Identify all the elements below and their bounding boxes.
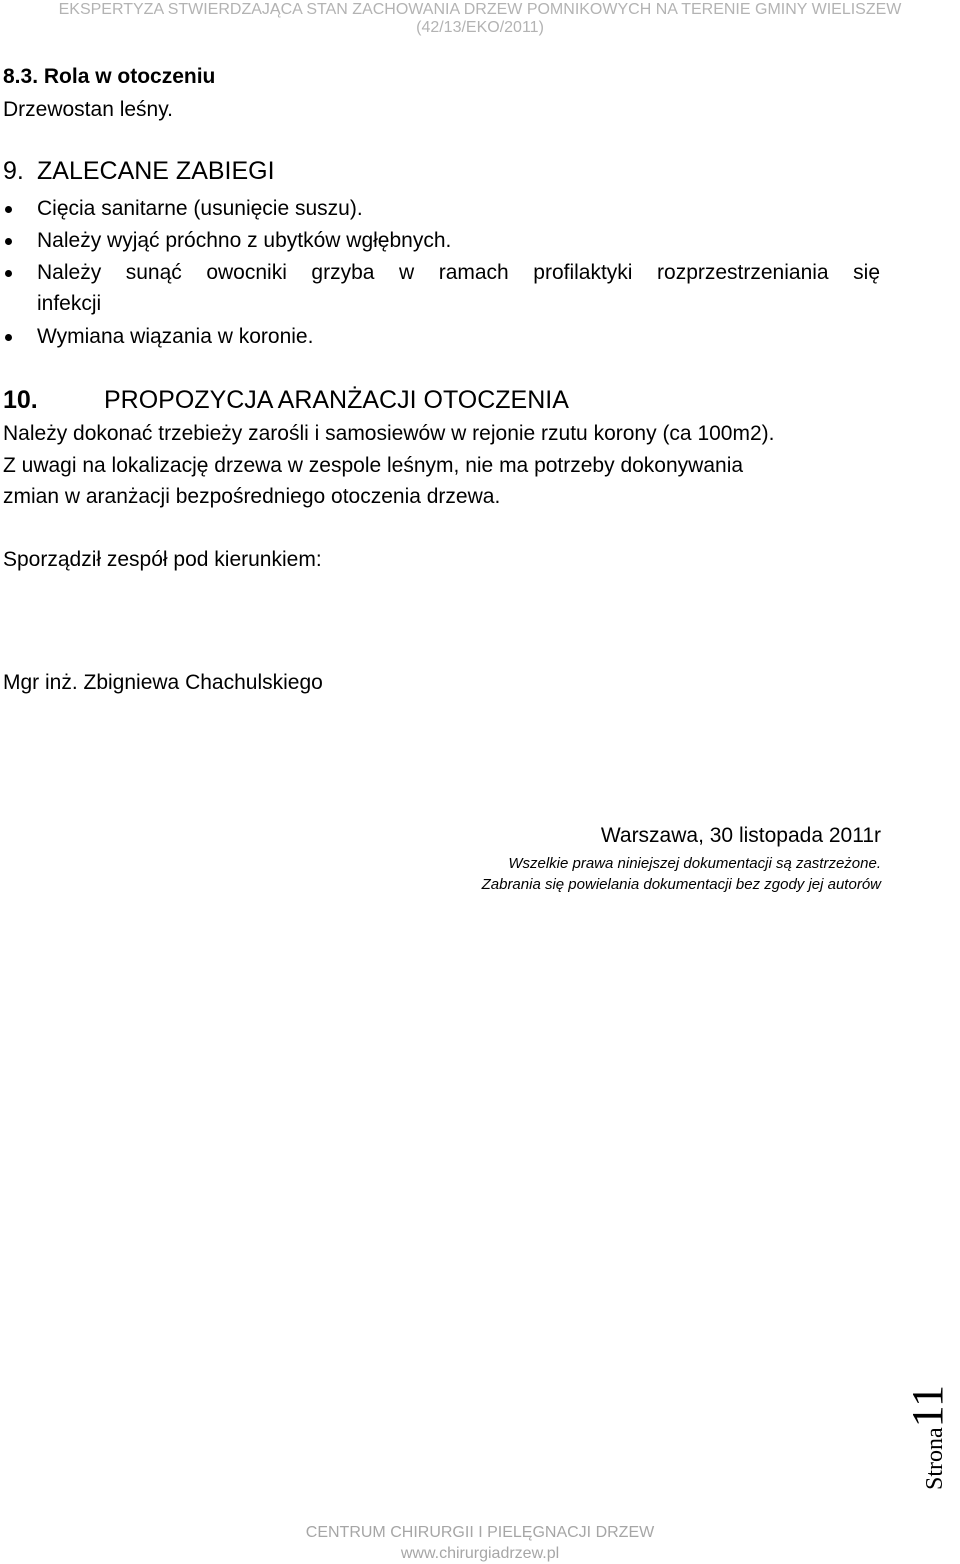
footer-website: www.chirurgiadrzew.pl bbox=[400, 1545, 560, 1562]
section-para-10-1: Należy dokonać trzebieży zarośli i samosiewów w rejonie rzutu korony (ca 100m2). bbox=[3, 422, 775, 445]
list-item-justified-text: Należy sunąć owocniki grzyba w ramach profilaktyki rozprzestrzeniania się bbox=[37, 261, 880, 284]
bullet-icon bbox=[5, 238, 12, 245]
section-heading-10: PROPOZYCJA ARANŻACJI OTOCZENIA bbox=[104, 386, 569, 414]
bullet-icon bbox=[5, 270, 12, 277]
document-header-code: (42/13/EKO/2011) bbox=[416, 19, 544, 36]
section-para-10-2-line1: Z uwagi na lokalizację drzewa w zespole leśnym, nie ma potrzeby dokonywania bbox=[3, 454, 744, 477]
section-heading-9: ZALECANE ZABIEGI bbox=[37, 157, 275, 185]
page-number bbox=[902, 1380, 960, 1490]
rights-notice: Wszelkie prawa niniejszej dokumentacji są zastrzeżone. bbox=[508, 855, 881, 872]
section-text-8-3: Drzewostan leśny. bbox=[3, 98, 174, 121]
bullet-icon bbox=[5, 206, 12, 213]
place-date: Warszawa, 30 listopada 2011r bbox=[600, 824, 881, 847]
list-item: Cięcia sanitarne (usunięcie suszu). bbox=[37, 197, 363, 220]
document-header-title: EKSPERTYZA STWIERDZAJĄCA STAN ZACHOWANIA DRZEW POMNIKOWYCH NA TERENIE GMINY WIELISZEW bbox=[58, 1, 902, 18]
copy-prohibition-notice: Zabrania się powielania dokumentacji bez zgody jej autorów bbox=[481, 876, 881, 893]
section-number-9: 9. bbox=[3, 157, 24, 185]
page-number-label: Strona bbox=[922, 1427, 948, 1490]
page-number-value: 11 bbox=[903, 1384, 952, 1428]
bullet-icon bbox=[5, 334, 12, 341]
author-name: Mgr inż. Zbigniewa Chachulskiego bbox=[3, 671, 323, 694]
prepared-by-label: Sporządził zespół pod kierunkiem: bbox=[3, 548, 322, 571]
section-heading-8-3: 8.3. Rola w otoczeniu bbox=[3, 65, 216, 88]
list-item-continuation: infekcji bbox=[37, 292, 102, 315]
footer-company: CENTRUM CHIRURGII I PIELĘGNACJI DRZEW bbox=[305, 1524, 655, 1541]
list-item: Należy wyjąć próchno z ubytków wgłębnych. bbox=[37, 229, 452, 252]
section-para-10-2-line2: zmian w aranżacji bezpośredniego otoczenia drzewa. bbox=[3, 485, 501, 508]
list-item bbox=[37, 260, 880, 286]
section-number-10: 10. bbox=[3, 386, 38, 414]
list-item: Wymiana wiązania w koronie. bbox=[37, 325, 314, 348]
